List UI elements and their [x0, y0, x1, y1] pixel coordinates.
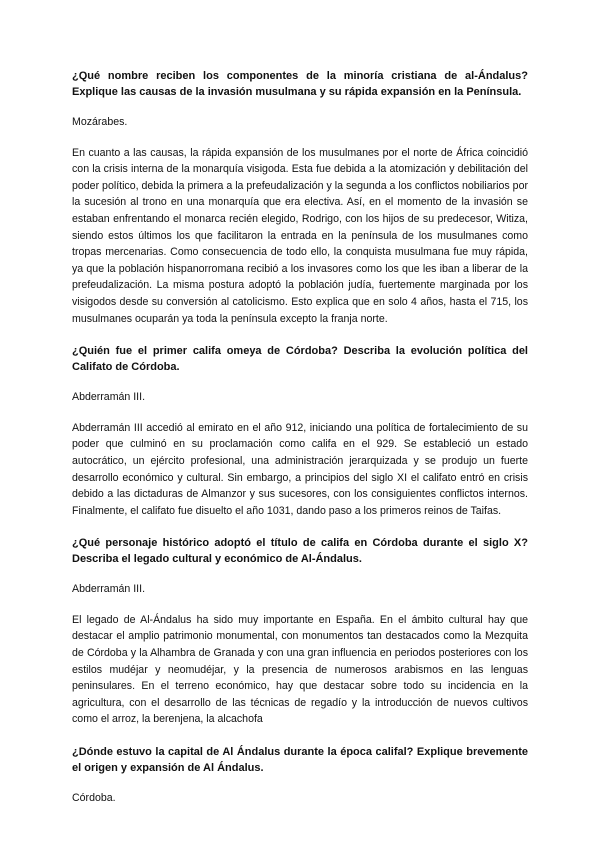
question-2: ¿Quién fue el primer califa omeya de Córdoba? Describa la evolución política del Califato de Córdoba.: [72, 345, 528, 374]
answer-4-short: Córdoba.: [72, 792, 116, 805]
question-1: ¿Qué nombre reciben los componentes de la minoría cristiana de al-Ándalus? Explique las causas de la invasión musulmana y su rápida expansión en la Península.: [72, 70, 528, 98]
answer-3-explanation: El legado de Al-Ándalus ha sido muy importante en España. En el ámbito cultural hay que destacar el amplio patrimonio monumental, con monumentos tan destacados como la Mezquita de Córdoba y la Alhambra de Granada y con una gran influencia en periodos posteriores con los estilos mudéjar y neomudéjar, y la presencia de numerosos arabismos en las lenguas peninsulares. En el terreno económico, hay que destacar sobre todo su incidencia en la agricultura, con el desarrollo de las técnicas de regadío y la introducción de nuevos cultivos como el arroz, la berenjena, la alcachofa: [72, 613, 528, 726]
answer-1-short: Mozárabes.: [72, 116, 128, 128]
answer-3-short: Abderramán III.: [72, 583, 146, 596]
document-body: [72, 68, 528, 807]
question-3: ¿Qué personaje histórico adoptó el título de califa en Córdoba durante el siglo X? Describa el legado cultural y económico de Al-Ándalus.: [72, 537, 528, 566]
answer-2-short: Abderramán III.: [72, 391, 146, 404]
answer-1-explanation: En cuanto a las causas, la rápida expansión de los musulmanes por el norte de África coincidió con la crisis interna de la monarquía visigoda. Esta fue debida a la atomización y debilitación del poder político, debida la primera a la prefeudalización y la segunda a los conflictos nobiliarios por la sucesión al trono en una monarquía que era electiva. Así, en el momento de la invasión se estaban enfrentando el monarca recién elegido, Rodrigo, con los hijos de su predecesor, Witiza, siendo estos últimos los que facilitaron la entrada en la península de los musulmanes como tropas mercenarias. Como consecuencia de todo ello, la conquista musulmana fue muy rápida, ya que la población hispanorromana recibió a los invasores como los que les iban a liberar de la prefeudalización. La misma postura adoptó la población judía, fuertemente marginada por los visigodos desde su conversión al catolicismo. Esto explica que en solo 4 años, hasta el 715, los musulmanes ocuparán ya toda la península excepto la franja norte.: [72, 146, 528, 325]
question-4: ¿Dónde estuvo la capital de Al Ándalus durante la época califal? Explique brevemente el origen y expansión de Al Ándalus.: [72, 746, 528, 775]
answer-2-explanation: Abderramán III accedió al emirato en el año 912, iniciando una política de fortalecimiento de su poder que culminó en su proclamación como califa en el 929. Se estableció un estado autocrático, un ejército profesional, una administración jerarquizada y se produjo un fuerte desarrollo económico y cultural. Sin embargo, a principios del siglo XI el califato entró en crisis debido a las dictaduras de Almanzor y sus sucesores, con los consiguientes conflictos internos. Finalmente, el califato fue disuelto el año 1031, dando paso a los primeros reinos de Taifas.: [72, 421, 528, 517]
